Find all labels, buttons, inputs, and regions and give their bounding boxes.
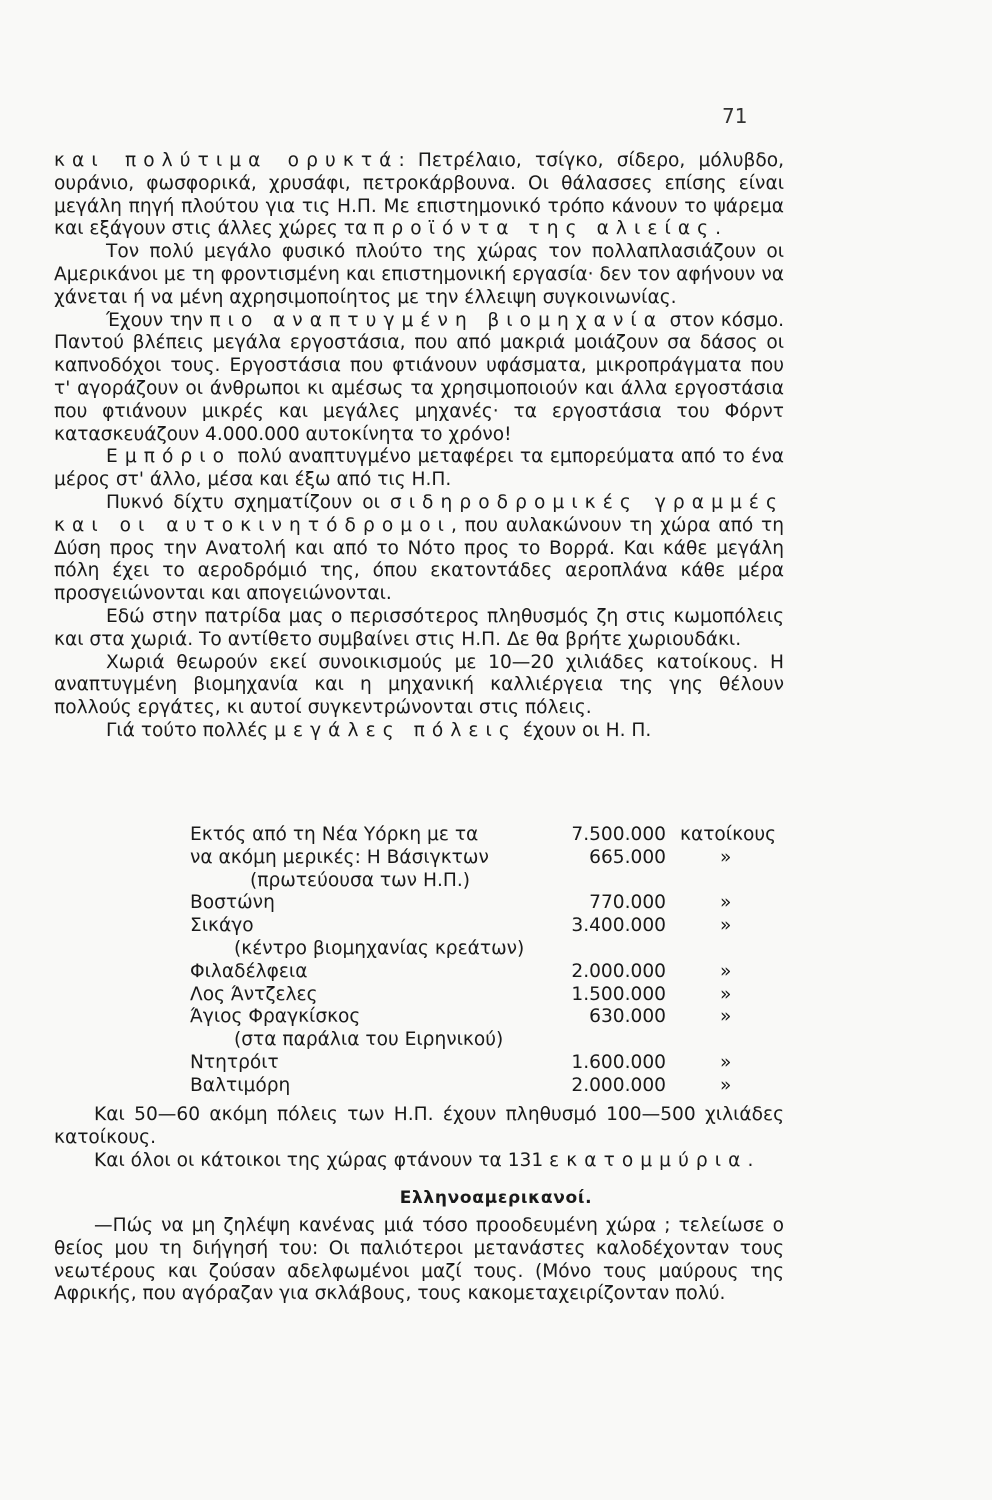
section-heading: Ελληνοαμερικανοί. xyxy=(399,1188,593,1208)
summary-text xyxy=(54,1104,784,1172)
city-name: Φιλαδέλφεια xyxy=(190,960,308,982)
city-unit: κατοίκους xyxy=(680,824,777,845)
text-run: . xyxy=(747,1149,754,1171)
city-row xyxy=(190,1029,790,1052)
paragraph xyxy=(54,241,784,309)
city-name: Βοστώνη xyxy=(190,892,275,914)
city-population: 7.500.000 xyxy=(571,824,666,845)
emphasized-text: πιο αναπτυγμένη βιομηχανία xyxy=(209,309,664,331)
body-text xyxy=(54,150,784,743)
city-unit: » xyxy=(720,1006,732,1028)
city-name: Σικάγο xyxy=(190,915,254,937)
city-name: Άγιος Φραγκίσκος xyxy=(190,1006,361,1028)
paragraph xyxy=(54,1150,784,1173)
city-population: 1.600.000 xyxy=(571,1051,666,1073)
paragraph xyxy=(54,720,784,743)
city-name: (πρωτεύουσα των Η.Π.) xyxy=(250,869,471,891)
text-run: Πυκνό δίχτυ σχηματίζουν οι xyxy=(106,491,390,513)
text-run: Έχουν την xyxy=(106,309,210,331)
city-population: 2.000.000 xyxy=(571,1074,666,1096)
city-unit: » xyxy=(720,1074,732,1096)
emphasized-text: Εμπόριο xyxy=(106,446,232,468)
city-row xyxy=(190,1006,790,1029)
paragraph xyxy=(54,446,784,492)
text-run: : Πετρέλαιο, τσίγκο, σίδερο, μόλυβδο, ουράνιο, φωσφορικά, χρυσάφι, πετροκάρβουνα. Οι θάλασσες επίσης είναι μεγάλη πηγή πλούτου για τις Η.Π. Με επιστημονικό τρόπο κάνουν το ψάρεμα και εξάγουν στις άλλες χώρες τα xyxy=(54,150,784,240)
city-name: Εκτός από τη Νέα Υόρκη με τα xyxy=(190,824,479,845)
text-run: Και όλοι οι κάτοικοι της χώρας φτάνουν τα 131 xyxy=(94,1149,550,1171)
city-unit: » xyxy=(720,892,732,914)
city-unit: » xyxy=(720,960,732,982)
text-run: έχουν οι Η. Π. xyxy=(516,719,652,741)
paragraph xyxy=(54,652,784,720)
city-population: 665.000 xyxy=(589,846,666,868)
city-row xyxy=(190,915,790,938)
emphasized-text: σιδηροδρομικές γραμμές και οι αυτοκινητόδρομοι xyxy=(54,491,784,536)
city-row xyxy=(190,847,790,870)
paragraph xyxy=(54,1104,784,1150)
city-population: 1.500.000 xyxy=(571,983,666,1005)
city-row xyxy=(190,824,790,847)
cities-table xyxy=(190,824,790,1098)
city-name: να ακόμη μερικές: Η Βάσιγκτων xyxy=(190,846,489,868)
text-run: πολύ αναπτυγμένο μεταφέρει τα εμπορεύματα από το ένα μέρος στ' άλλο, μέσα και έξω από τις Η.Π. xyxy=(54,446,784,491)
city-population: 3.400.000 xyxy=(571,915,666,937)
city-population: 770.000 xyxy=(589,892,666,914)
city-unit: » xyxy=(720,1051,732,1073)
city-population: 630.000 xyxy=(589,1006,666,1028)
text-run: Τον πολύ μεγάλο φυσικό πλούτο της χώρας τον πολλαπλασιάζουν οι Αμερικάνοι με τη φροντισμένη και επιστημονική εργασία· δεν τον αφήνουν να χάνεται ή να μένη αχρησιμοποίητος με την έλλειψη συγκοινωνίας. xyxy=(54,241,784,308)
page-number: 71 xyxy=(722,104,748,128)
paragraph xyxy=(54,150,784,241)
city-row xyxy=(190,1075,790,1098)
text-run: Γιά τούτο πολλές xyxy=(106,719,275,741)
city-row xyxy=(190,1052,790,1075)
city-row xyxy=(190,938,790,961)
city-population: 2.000.000 xyxy=(571,960,666,982)
city-name: (κέντρο βιομηχανίας κρεάτων) xyxy=(234,937,525,959)
emphasized-text: εκατομμύρια xyxy=(549,1149,748,1171)
paragraph xyxy=(54,310,784,447)
text-run: Εδώ στην πατρίδα μας ο περισσότερος πληθυσμός ζη στις κωμοπόλεις και στα χωριά. Το αντίθετο συμβαίνει στις Η.Π. Δε θα βρήτε χωριουδάκι. xyxy=(54,605,784,650)
city-unit: » xyxy=(720,846,732,868)
city-name: (στα παράλια του Ειρηνικού) xyxy=(234,1029,504,1051)
city-row xyxy=(190,984,790,1007)
emphasized-text: προϊόντα της αλιείας xyxy=(373,218,716,240)
city-name: Λος Άντζελες xyxy=(190,983,318,1005)
city-row xyxy=(190,870,790,893)
text-run: . xyxy=(715,218,722,240)
text-run: , που αυλακώνουν τη χώρα από τη Δύση προς την Ανατολή και από το Νότο προς το Βορρά. Και κάθε μεγάλη πόλη έχει το αεροδρόμιό της, όπου εκατοντάδες αεροπλάνα κάθε μέρα προσγειώνονται και απογειώνονται. xyxy=(54,514,784,605)
city-unit: » xyxy=(720,983,732,1005)
paragraph xyxy=(54,606,784,652)
text-run: —Πώς να μη ζηλέψη κανένας μιά τόσο προοδευμένη χώρα ; τελείωσε ο θείος μου τη διήγησή του: Οι παλιότεροι μετανάστες καλοδέχονταν τους νεωτέρους και ζούσαν αδελφωμένοι μαζί τους. (Μόνο τους μαύρους της Αφρικής, που αγόραζαν για σκλάβους, τους κακομεταχειρίζονταν πολύ. xyxy=(54,1215,784,1305)
dialog-text xyxy=(54,1215,784,1306)
emphasized-text: και πολύτιμα ορυκτά xyxy=(54,150,399,171)
paragraph xyxy=(54,1215,784,1306)
paragraph xyxy=(54,492,784,606)
emphasized-text: μεγάλες πόλεις xyxy=(274,719,517,741)
text-run: στον κόσμο. Παντού βλέπεις μεγάλα εργοστάσια, που από μακριά μοιάζουν σα δάσος οι καπνοδόχοι τους. Εργοστάσια που φτιάνουν υφάσματα, μικροπράγματα που τ' αγοράζουν οι άνθρωποι κι αμέσως τα χρησιμοποιούν και άλλα εργοστάσια που φτιάνουν μικρές και μεγάλες μηχανές· τα εργοστάσια του Φόρντ κατασκευάζουν 4.000.000 αυτοκίνητα το χρόνο! xyxy=(54,309,784,445)
city-name: Ντητρόιτ xyxy=(190,1051,279,1073)
city-unit: » xyxy=(720,915,732,937)
city-name: Βαλτιμόρη xyxy=(190,1074,291,1096)
text-run: Χωριά θεωρούν εκεί συνοικισμούς με 10—20 χιλιάδες κατοίκους. Η αναπτυγμένη βιομηχανία και η μηχανική καλλιέργεια της γης θέλουν πολλούς εργάτες, κι αυτοί συγκεντρώνονται στις πόλεις. xyxy=(54,651,784,719)
text-run: Και 50—60 ακόμη πόλεις των Η.Π. έχουν πληθυσμό 100—500 χιλιάδες κατοίκους. xyxy=(54,1104,784,1148)
city-row xyxy=(190,892,790,915)
city-row xyxy=(190,961,790,984)
